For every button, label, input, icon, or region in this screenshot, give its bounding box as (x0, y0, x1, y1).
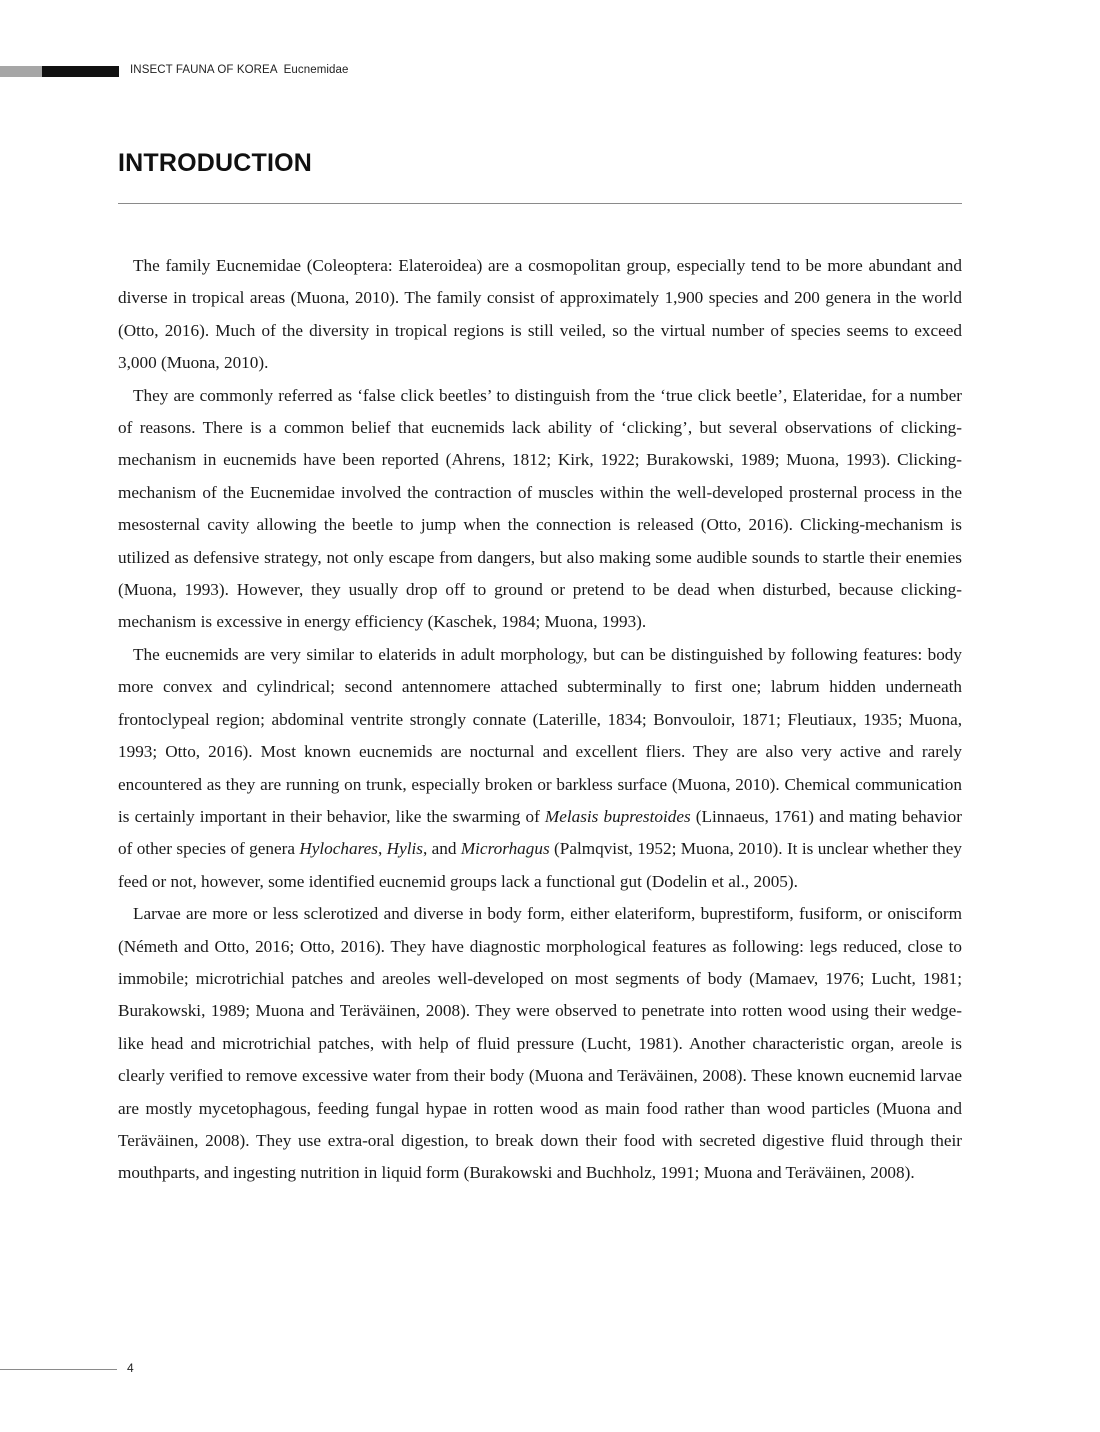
italic-text: Hylis (386, 839, 423, 859)
text-run: (Linnaeus, 1761) and mating behavior of other species of genera (118, 806, 962, 859)
header-bar-gray (0, 66, 42, 77)
text-run: They are commonly referred as ‘false click beetles’ to distinguish from the ‘true click beetle’, Elateridae, for a number of reasons. There is a common belief that eucnemids lack ability of ‘clicking’, but several observations of clicking-mechanism in eucnemids have been reported (Ahrens, 1812; Kirk, 1922; Burakowski, 1989; Muona, 1993). Clicking-mechanism of the Eucnemidae involved the contraction of muscles within the well-developed prosternal process in the mesosternal cavity allowing the beetle to jump when the connection is released (Otto, 2016). Clicking-mechanism is utilized as defensive strategy, not only escape from dangers, but also making some audible sounds to startle their enemies (Muona, 1993). However, they usually drop off to ground or pretend to be dead when disturbed, because clicking-mechanism is excessive in energy efficiency (Kaschek, 1984; Muona, 1993). (118, 385, 962, 632)
paragraph (118, 898, 962, 1190)
page-number: 4 (127, 1361, 134, 1375)
running-head (130, 64, 349, 76)
text-run: , and (422, 839, 461, 859)
text-run: (Palmqvist, 1952; Muona, 2010). It is unclear whether they feed or not, however, some identified eucnemid groups lack a functional gut (Dodelin et al., 2005). (118, 839, 963, 891)
paragraph (118, 380, 962, 639)
series-title: INSECT FAUNA OF KOREA (130, 64, 278, 76)
italic-text: Hylochares (299, 839, 378, 859)
body-text (118, 250, 962, 1190)
italic-text: Melasis buprestoides (544, 806, 691, 826)
header-bar-black (42, 66, 119, 77)
text-run: The eucnemids are very similar to elaterids in adult morphology, but can be distinguished by following features: body more convex and cylindrical; second antennomere attached subterminally to first one; labrum hidden underneath frontoclypeal region; abdominal ventrite strongly connate (Laterille, 1834; Bonvouloir, 1871; Fleutiaux, 1935; Muona, 1993; Otto, 2016). Most known eucnemids are nocturnal and excellent fliers. They are also very active and rarely encountered as they are running on trunk, especially broken or barkless surface (Muona, 2010). Chemical communication is certainly important in their behavior, like the swarming of (118, 644, 962, 826)
page-title: INTRODUCTION (118, 149, 313, 177)
italic-text: Microrhagus (460, 839, 550, 859)
paragraph (118, 250, 962, 380)
text-run: Larvae are more or less sclerotized and diverse in body form, either elateriform, buprestiform, fusiform, or onisciform (Németh and Otto, 2016; Otto, 2016). They have diagnostic morphological features as following: legs reduced, close to immobile; microtrichial patches and areoles well-developed on most segments of body (Mamaev, 1976; Lucht, 1981; Burakowski, 1989; Muona and Teräväinen, 2008). They were observed to penetrate into rotten wood using their wedge-like head and microtrichial patches, with help of fluid pressure (Lucht, 1981). Another characteristic organ, areole is clearly verified to remove excessive water from their body (Muona and Teräväinen, 2008). These known eucnemid larvae are mostly mycetophagous, feeding fungal hypae in rotten wood as main food rather than wood particles (Muona and Teräväinen, 2008). They use extra-oral digestion, to break down their food with secreted digestive fluid through their mouthparts, and ingesting nutrition in liquid form (Burakowski and Buchholz, 1991; Muona and Teräväinen, 2008). (118, 904, 962, 1183)
paragraph (118, 639, 962, 898)
text-run: , (377, 839, 387, 859)
footer-rule (0, 1369, 117, 1370)
title-divider (118, 203, 962, 204)
section-title: Eucnemidae (283, 64, 349, 76)
text-run: The family Eucnemidae (Coleoptera: Elateroidea) are a cosmopolitan group, especially tend to be more abundant and diverse in tropical areas (Muona, 2010). The family consist of approximately 1,900 species and 200 genera in the world (Otto, 2016). Much of the diversity in tropical regions is still veiled, so the virtual number of species seems to exceed 3,000 (Muona, 2010). (118, 256, 962, 373)
